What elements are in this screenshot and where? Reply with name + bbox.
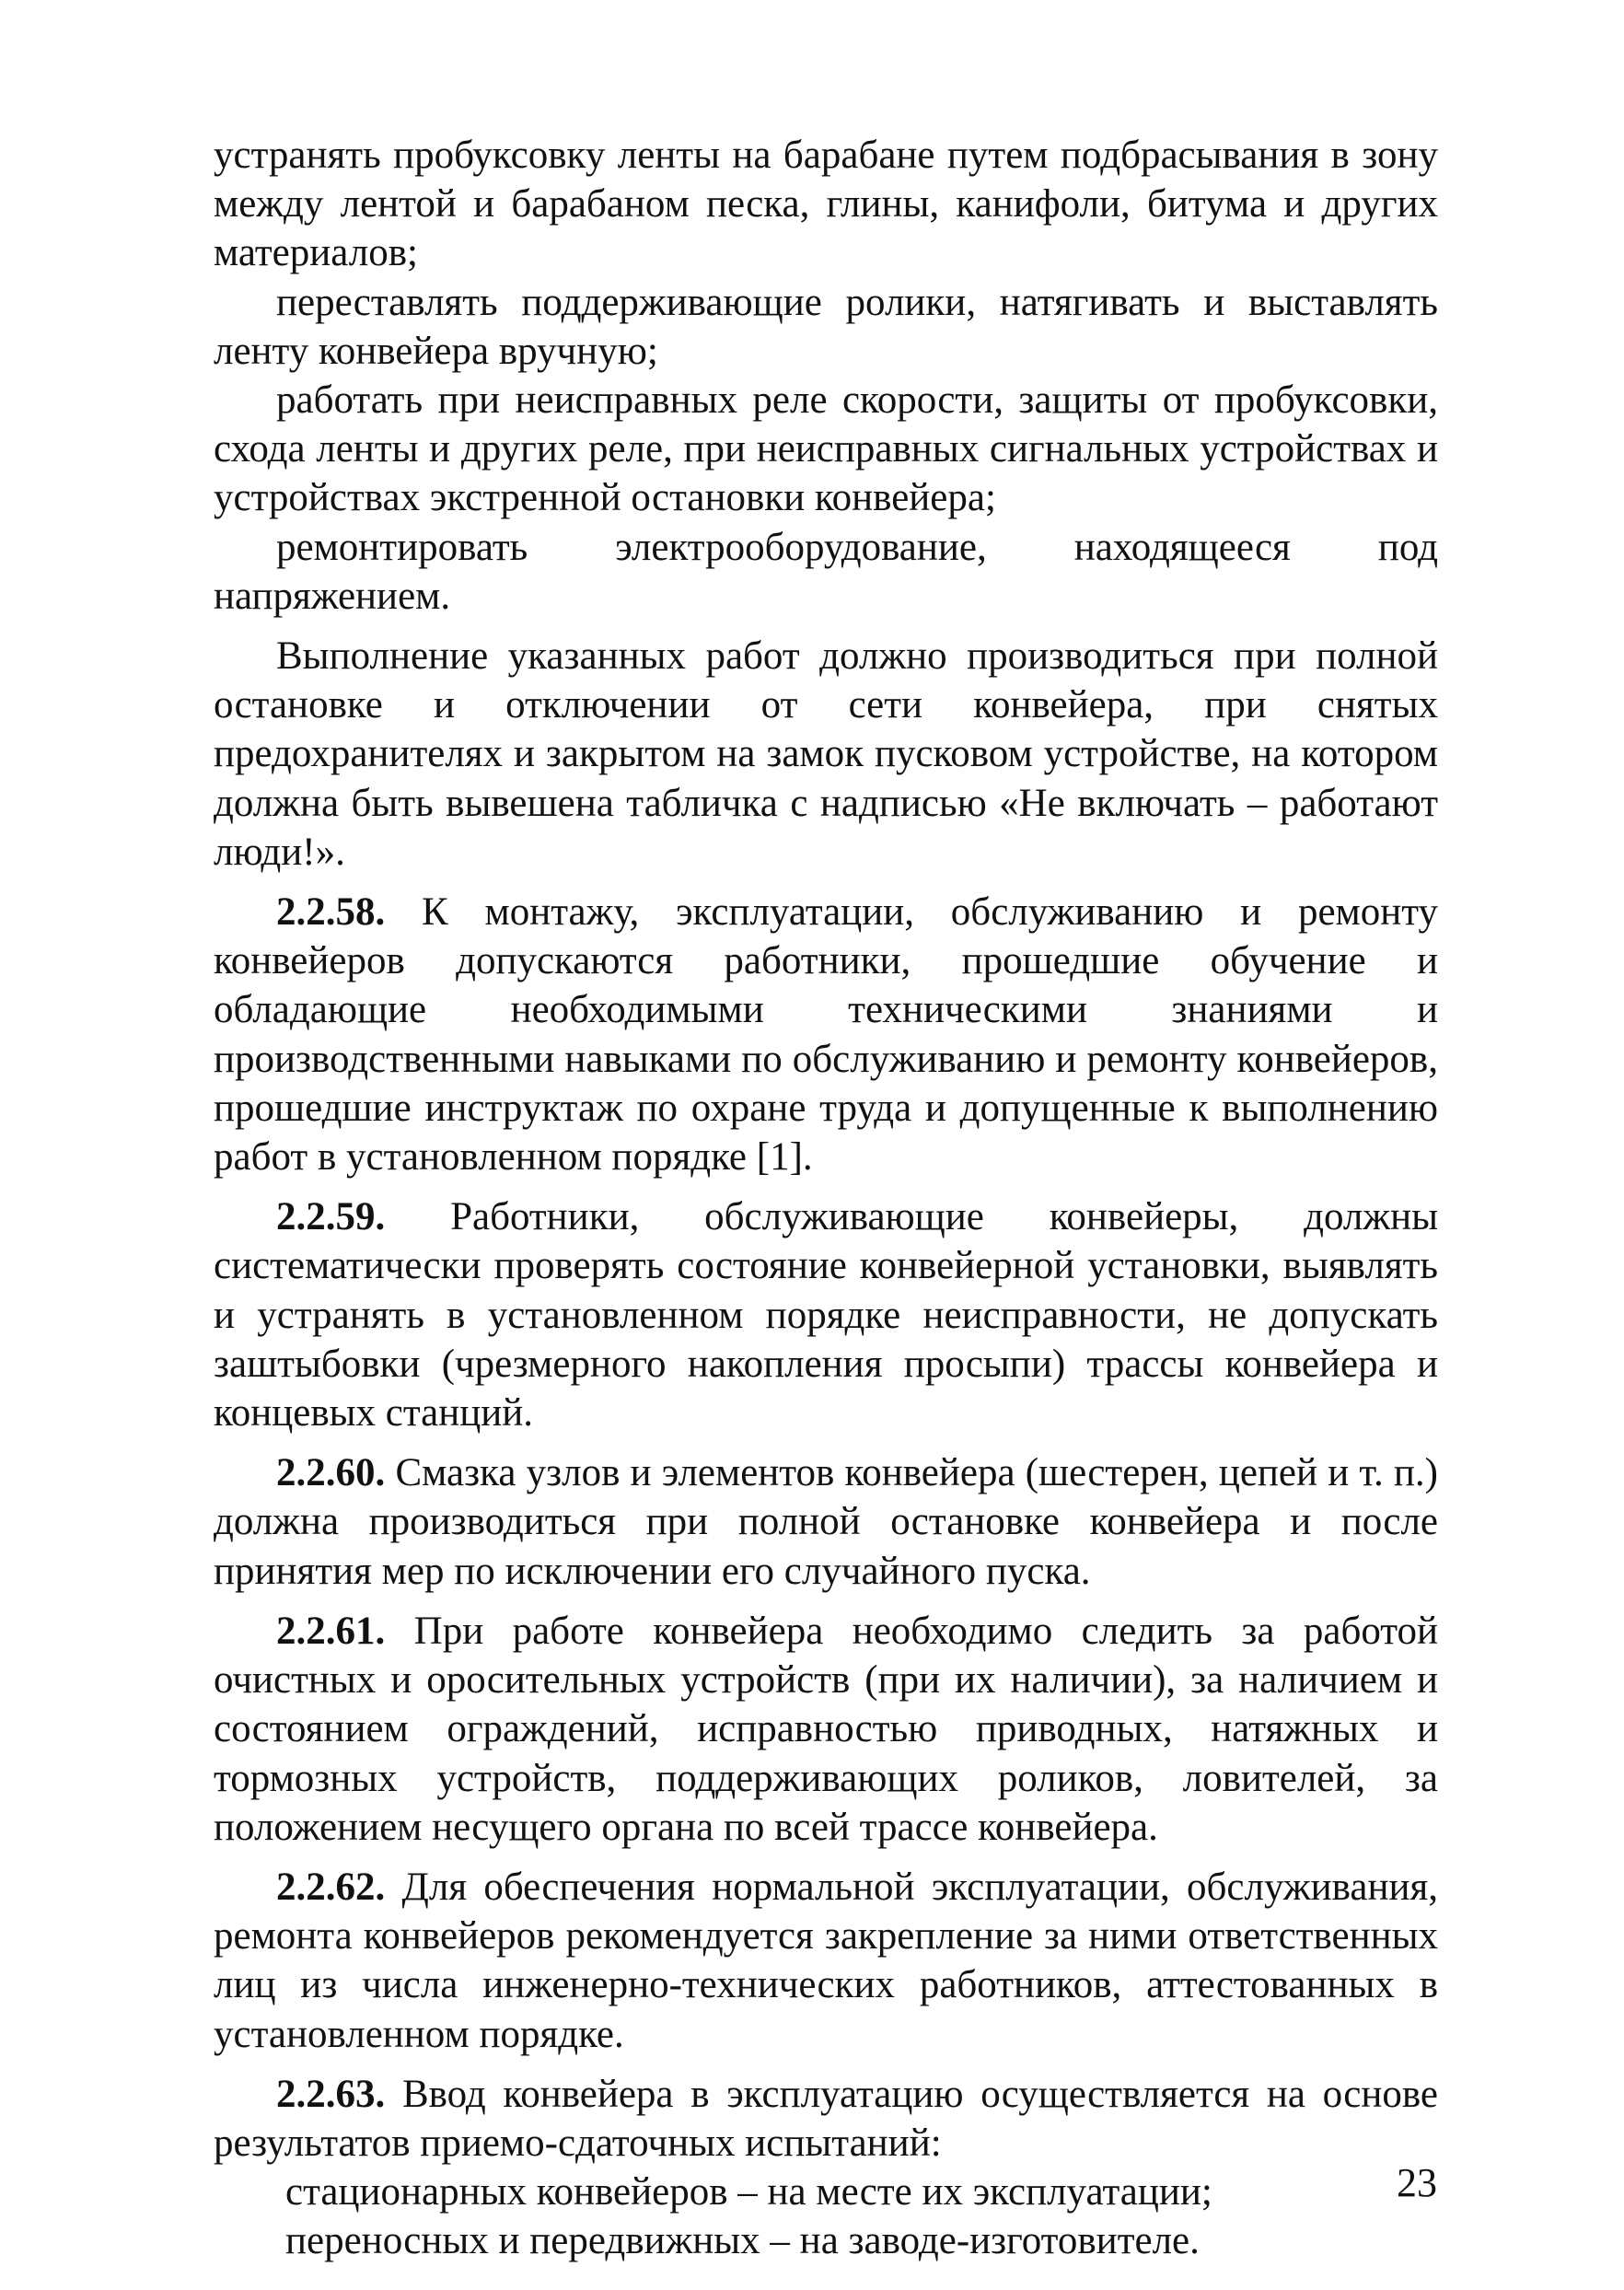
- paragraph-1: устранять пробуксовку ленты на барабане путем подбрасывания в зону между лентой и барабаном песка, глины, канифоли, битума и других материалов;: [214, 134, 1438, 275]
- clause-2-2-63: 2.2.63. Ввод конвейера в эксплуатацию осуществляется на основе результатов приемо-сдаточных испытаний:: [214, 2072, 1438, 2165]
- paragraph-2: переставлять поддерживающие ролики, натягивать и выставлять ленту конвейера вручную;: [214, 280, 1438, 373]
- body-text: [214, 131, 1438, 2266]
- clause-number: 2.2.59.: [276, 1195, 386, 1239]
- clause-number: 2.2.63.: [276, 2072, 386, 2116]
- paragraph-5: Выполнение указанных работ должно производиться при полной остановке и отключении от сети конвейера, при снятых предохранителях и закрытом на замок пусковом устройстве, на котором должна быть вывешена табличка с надписью «Не включать – работают люди!».: [214, 634, 1438, 874]
- clause-2-2-60: 2.2.60. Смазка узлов и элементов конвейера (шестерен, цепей и т. п.) должна производиться при полной остановке конвейера и после принятия мер по исключении его случайного пуска.: [214, 1451, 1438, 1593]
- clause-number: 2.2.61.: [276, 1609, 386, 1653]
- paragraph-3: работать при неисправных реле скорости, защиты от пробуксовки, схода ленты и других реле, при неисправных сигнальных устройствах и устройствах экстренной остановки конвейера;: [214, 378, 1438, 520]
- clause-number: 2.2.60.: [276, 1451, 386, 1495]
- clause-2-2-61: 2.2.61. При работе конвейера необходимо следить за работой очистных и оросительных устройств (при их наличии), за наличием и состоянием ограждений, исправностью приводных, натяжных и тормозных устройств, поддерживающих роликов, ловителей, за положением несущего органа по всей трассе конвейера.: [214, 1609, 1438, 1849]
- clause-number: 2.2.58.: [276, 890, 386, 935]
- clause-2-2-59: 2.2.59. Работники, обслуживающие конвейеры, должны систематически проверять состояние конвейерной установки, выявлять и устранять в установленном порядке неисправности, не допускать заштыбовки (чрезмерного накопления просыпи) трассы конвейера и концевых станций.: [214, 1195, 1438, 1436]
- list-item-stationary: стационарных конвейеров – на месте их эксплуатации;: [285, 2170, 1212, 2214]
- clause-2-2-62: 2.2.62. Для обеспечения нормальной эксплуатации, обслуживания, ремонта конвейеров рекомендуется закрепление за ними ответственных лиц из числа инженерно-технических работников, аттестованных в установленном порядке.: [214, 1865, 1438, 2056]
- clause-number: 2.2.62.: [276, 1865, 386, 1909]
- paragraph-4: ремонтировать электрооборудование, находящееся под напряжением.: [214, 525, 1438, 618]
- page-number: 23: [1397, 2160, 1437, 2205]
- clause-2-2-58: 2.2.58. К монтажу, эксплуатации, обслуживанию и ремонту конвейеров допускаются работники, прошедшие обучение и обладающие необходимыми техническими знаниями и производственными навыками по обслуживанию и ремонту конвейеров, прошедшие инструктаж по охране труда и допущенные к выполнению работ в установленном порядке [1].: [214, 890, 1438, 1180]
- list-item-portable: переносных и передвижных – на заводе-изготовителе.: [285, 2219, 1200, 2263]
